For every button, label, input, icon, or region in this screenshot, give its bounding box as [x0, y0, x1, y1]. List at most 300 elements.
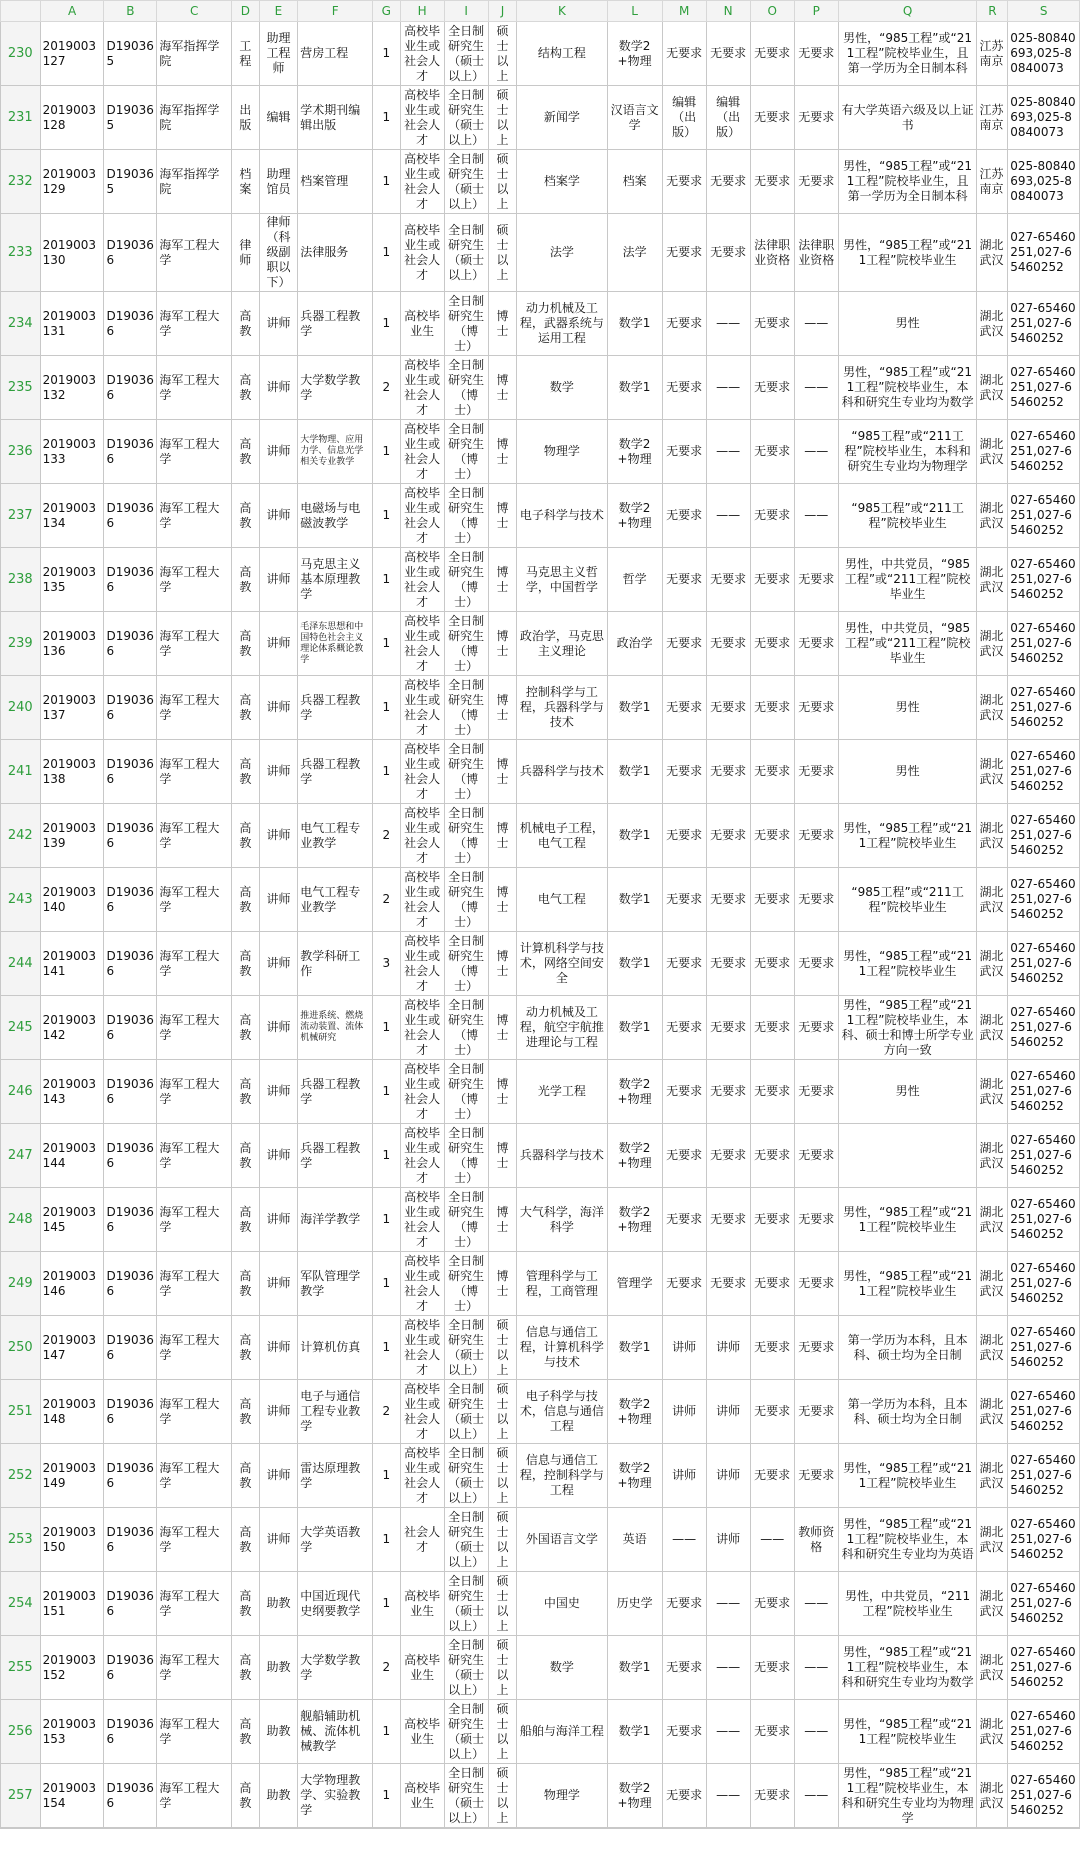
row-number-cell[interactable]: 237 [1, 484, 41, 548]
cell-headcount[interactable]: 1 [373, 214, 401, 292]
column-header[interactable]: K [517, 1, 607, 22]
cell-work-content[interactable]: 马克思主义基本原理教学 [298, 548, 373, 612]
cell-applicant-source[interactable]: 高校毕业生 [400, 292, 444, 356]
cell-education[interactable]: 全日制研究生（博士） [444, 420, 488, 484]
cell-job-title[interactable]: 助教 [259, 1636, 298, 1700]
cell-exam-subject[interactable]: 法学 [607, 214, 662, 292]
cell-job-title[interactable]: 讲师 [259, 1124, 298, 1188]
cell-req-o[interactable]: 无要求 [750, 548, 794, 612]
cell-headcount[interactable]: 1 [373, 740, 401, 804]
cell-category[interactable]: 高教 [232, 1124, 260, 1188]
cell-degree[interactable]: 博士 [488, 1188, 517, 1252]
cell-degree[interactable]: 硕士以上 [488, 1764, 517, 1828]
cell-education[interactable]: 全日制研究生（硕士以上） [444, 1764, 488, 1828]
column-header[interactable]: J [488, 1, 517, 22]
cell-education[interactable]: 全日制研究生（博士） [444, 484, 488, 548]
cell-req-n[interactable]: —— [706, 356, 750, 420]
cell-unit-code[interactable]: D190365 [104, 86, 157, 150]
row-number-cell[interactable]: 242 [1, 804, 41, 868]
cell-exam-subject[interactable]: 数学2+物理 [607, 1444, 662, 1508]
cell-degree[interactable]: 硕士以上 [488, 22, 517, 86]
cell-unit-name[interactable]: 海军工程大学 [157, 1444, 232, 1508]
cell-unit-code[interactable]: D190366 [104, 1572, 157, 1636]
row-number-cell[interactable]: 240 [1, 676, 41, 740]
row-number-cell[interactable]: 253 [1, 1508, 41, 1572]
row-number-cell[interactable]: 255 [1, 1636, 41, 1700]
cell-work-content[interactable]: 海洋学教学 [298, 1188, 373, 1252]
cell-major[interactable]: 光学工程 [517, 1060, 607, 1124]
cell-applicant-source[interactable]: 高校毕业生或社会人才 [400, 484, 444, 548]
cell-req-n[interactable]: —— [706, 484, 750, 548]
row-number-cell[interactable]: 251 [1, 1380, 41, 1444]
cell-req-n[interactable]: 无要求 [706, 612, 750, 676]
cell-job-title[interactable]: 讲师 [259, 548, 298, 612]
cell-work-content[interactable]: 学术期刊编辑出版 [298, 86, 373, 150]
cell-exam-subject[interactable]: 数学1 [607, 1636, 662, 1700]
cell-work-content[interactable]: 大学数学教学 [298, 356, 373, 420]
cell-phone[interactable]: 027-65460251,027-65460252 [1008, 214, 1080, 292]
cell-work-content[interactable]: 兵器工程教学 [298, 676, 373, 740]
cell-position-id[interactable]: 2019003128 [40, 86, 104, 150]
cell-phone[interactable]: 027-65460251,027-65460252 [1008, 548, 1080, 612]
cell-remarks[interactable]: 男性，中共党员，“985工程”或“211工程”院校毕业生 [838, 612, 977, 676]
cell-work-content[interactable]: 法律服务 [298, 214, 373, 292]
cell-headcount[interactable]: 2 [373, 1380, 401, 1444]
cell-location[interactable]: 湖北武汉 [977, 1124, 1008, 1188]
cell-location[interactable]: 湖北武汉 [977, 612, 1008, 676]
cell-unit-code[interactable]: D190366 [104, 1380, 157, 1444]
column-header[interactable]: G [373, 1, 401, 22]
cell-location[interactable]: 湖北武汉 [977, 214, 1008, 292]
cell-position-id[interactable]: 2019003149 [40, 1444, 104, 1508]
cell-req-m[interactable]: 无要求 [662, 292, 706, 356]
cell-major[interactable]: 外国语言文学 [517, 1508, 607, 1572]
cell-degree[interactable]: 硕士以上 [488, 1636, 517, 1700]
cell-work-content[interactable]: 大学数学教学 [298, 1636, 373, 1700]
cell-position-id[interactable]: 2019003127 [40, 22, 104, 86]
cell-req-o[interactable]: 无要求 [750, 868, 794, 932]
cell-phone[interactable]: 027-65460251,027-65460252 [1008, 868, 1080, 932]
cell-job-title[interactable]: 讲师 [259, 612, 298, 676]
cell-degree[interactable]: 博士 [488, 996, 517, 1060]
cell-req-p[interactable]: 无要求 [794, 22, 838, 86]
cell-unit-code[interactable]: D190366 [104, 292, 157, 356]
cell-location[interactable]: 湖北武汉 [977, 1380, 1008, 1444]
cell-unit-name[interactable]: 海军工程大学 [157, 420, 232, 484]
cell-position-id[interactable]: 2019003138 [40, 740, 104, 804]
cell-work-content[interactable]: 电磁场与电磁波教学 [298, 484, 373, 548]
cell-education[interactable]: 全日制研究生（博士） [444, 356, 488, 420]
cell-req-p[interactable]: 法律职业资格 [794, 214, 838, 292]
cell-education[interactable]: 全日制研究生（硕士以上） [444, 22, 488, 86]
cell-req-m[interactable]: 无要求 [662, 420, 706, 484]
cell-major[interactable]: 数学 [517, 1636, 607, 1700]
column-header[interactable]: B [104, 1, 157, 22]
cell-remarks[interactable]: “985工程”或“211工程”院校毕业生 [838, 868, 977, 932]
cell-remarks[interactable]: 第一学历为本科，且本科、硕士均为全日制 [838, 1316, 977, 1380]
cell-req-m[interactable]: 无要求 [662, 548, 706, 612]
cell-req-o[interactable]: 无要求 [750, 1060, 794, 1124]
cell-unit-name[interactable]: 海军工程大学 [157, 804, 232, 868]
cell-req-m[interactable]: 无要求 [662, 22, 706, 86]
cell-req-o[interactable]: 无要求 [750, 1764, 794, 1828]
cell-unit-name[interactable]: 海军工程大学 [157, 1508, 232, 1572]
cell-category[interactable]: 高教 [232, 1380, 260, 1444]
cell-phone[interactable]: 027-65460251,027-65460252 [1008, 1124, 1080, 1188]
cell-exam-subject[interactable]: 数学2+物理 [607, 420, 662, 484]
cell-req-n[interactable]: 讲师 [706, 1508, 750, 1572]
cell-applicant-source[interactable]: 高校毕业生或社会人才 [400, 214, 444, 292]
cell-category[interactable]: 高教 [232, 1636, 260, 1700]
cell-unit-code[interactable]: D190366 [104, 1764, 157, 1828]
cell-applicant-source[interactable]: 高校毕业生 [400, 1700, 444, 1764]
cell-headcount[interactable]: 2 [373, 1636, 401, 1700]
cell-unit-name[interactable]: 海军工程大学 [157, 1572, 232, 1636]
cell-req-o[interactable]: 无要求 [750, 150, 794, 214]
cell-req-p[interactable]: —— [794, 420, 838, 484]
column-header[interactable]: E [259, 1, 298, 22]
cell-unit-code[interactable]: D190366 [104, 932, 157, 996]
cell-major[interactable]: 管理科学与工程，工商管理 [517, 1252, 607, 1316]
cell-headcount[interactable]: 1 [373, 1508, 401, 1572]
cell-degree[interactable]: 博士 [488, 612, 517, 676]
cell-work-content[interactable]: 兵器工程教学 [298, 1124, 373, 1188]
cell-degree[interactable]: 硕士以上 [488, 214, 517, 292]
cell-req-m[interactable]: 无要求 [662, 1764, 706, 1828]
cell-education[interactable]: 全日制研究生（硕士以上） [444, 86, 488, 150]
row-number-cell[interactable]: 256 [1, 1700, 41, 1764]
cell-unit-name[interactable]: 海军工程大学 [157, 676, 232, 740]
cell-position-id[interactable]: 2019003151 [40, 1572, 104, 1636]
cell-location[interactable]: 湖北武汉 [977, 548, 1008, 612]
cell-education[interactable]: 全日制研究生（博士） [444, 740, 488, 804]
cell-headcount[interactable]: 1 [373, 150, 401, 214]
cell-exam-subject[interactable]: 管理学 [607, 1252, 662, 1316]
cell-unit-name[interactable]: 海军工程大学 [157, 612, 232, 676]
cell-unit-name[interactable]: 海军工程大学 [157, 996, 232, 1060]
cell-degree[interactable]: 博士 [488, 804, 517, 868]
cell-degree[interactable]: 硕士以上 [488, 1572, 517, 1636]
row-number-cell[interactable]: 236 [1, 420, 41, 484]
cell-applicant-source[interactable]: 高校毕业生或社会人才 [400, 1380, 444, 1444]
cell-exam-subject[interactable]: 数学1 [607, 740, 662, 804]
cell-major[interactable]: 马克思主义哲学，中国哲学 [517, 548, 607, 612]
cell-education[interactable]: 全日制研究生（博士） [444, 868, 488, 932]
cell-headcount[interactable]: 1 [373, 1700, 401, 1764]
cell-unit-code[interactable]: D190366 [104, 420, 157, 484]
cell-unit-name[interactable]: 海军工程大学 [157, 1316, 232, 1380]
cell-major[interactable]: 动力机械及工程，航空宇航推进理论与工程 [517, 996, 607, 1060]
cell-job-title[interactable]: 助教 [259, 1572, 298, 1636]
cell-applicant-source[interactable]: 高校毕业生或社会人才 [400, 548, 444, 612]
cell-req-n[interactable]: 无要求 [706, 1124, 750, 1188]
cell-location[interactable]: 湖北武汉 [977, 484, 1008, 548]
cell-remarks[interactable]: 男性，“985工程”或“211工程”院校毕业生，本科和研究生专业均为物理学 [838, 1764, 977, 1828]
cell-major[interactable]: 法学 [517, 214, 607, 292]
cell-req-o[interactable]: 无要求 [750, 676, 794, 740]
cell-major[interactable]: 政治学，马克思主义理论 [517, 612, 607, 676]
cell-degree[interactable]: 博士 [488, 740, 517, 804]
cell-phone[interactable]: 027-65460251,027-65460252 [1008, 1188, 1080, 1252]
cell-phone[interactable]: 027-65460251,027-65460252 [1008, 1252, 1080, 1316]
cell-req-o[interactable]: 无要求 [750, 292, 794, 356]
column-header[interactable]: H [400, 1, 444, 22]
cell-position-id[interactable]: 2019003146 [40, 1252, 104, 1316]
cell-job-title[interactable]: 助理工程师 [259, 22, 298, 86]
cell-req-p[interactable]: 无要求 [794, 1252, 838, 1316]
cell-category[interactable]: 高教 [232, 676, 260, 740]
cell-job-title[interactable]: 讲师 [259, 420, 298, 484]
row-number-cell[interactable]: 248 [1, 1188, 41, 1252]
cell-education[interactable]: 全日制研究生（博士） [444, 996, 488, 1060]
cell-job-title[interactable]: 讲师 [259, 1060, 298, 1124]
cell-job-title[interactable]: 讲师 [259, 676, 298, 740]
cell-unit-code[interactable]: D190366 [104, 214, 157, 292]
cell-exam-subject[interactable]: 数学1 [607, 676, 662, 740]
cell-req-o[interactable]: 无要求 [750, 996, 794, 1060]
cell-exam-subject[interactable]: 数学1 [607, 1700, 662, 1764]
cell-req-p[interactable]: —— [794, 1636, 838, 1700]
cell-unit-code[interactable]: D190366 [104, 996, 157, 1060]
cell-position-id[interactable]: 2019003153 [40, 1700, 104, 1764]
cell-unit-name[interactable]: 海军指挥学院 [157, 22, 232, 86]
cell-req-p[interactable]: 无要求 [794, 150, 838, 214]
cell-job-title[interactable]: 助教 [259, 1700, 298, 1764]
cell-headcount[interactable]: 1 [373, 292, 401, 356]
cell-position-id[interactable]: 2019003154 [40, 1764, 104, 1828]
cell-exam-subject[interactable]: 汉语言文学 [607, 86, 662, 150]
cell-unit-name[interactable]: 海军工程大学 [157, 932, 232, 996]
cell-req-n[interactable]: 无要求 [706, 740, 750, 804]
cell-remarks[interactable]: 男性，“985工程”或“211工程”院校毕业生 [838, 214, 977, 292]
cell-headcount[interactable]: 1 [373, 1060, 401, 1124]
row-number-cell[interactable]: 245 [1, 996, 41, 1060]
cell-req-n[interactable]: 无要求 [706, 868, 750, 932]
cell-exam-subject[interactable]: 数学2+物理 [607, 1380, 662, 1444]
cell-degree[interactable]: 博士 [488, 548, 517, 612]
cell-headcount[interactable]: 1 [373, 612, 401, 676]
cell-major[interactable]: 大气科学，海洋科学 [517, 1188, 607, 1252]
cell-category[interactable]: 高教 [232, 548, 260, 612]
cell-exam-subject[interactable]: 数学1 [607, 1316, 662, 1380]
cell-phone[interactable]: 027-65460251,027-65460252 [1008, 1444, 1080, 1508]
cell-phone[interactable]: 027-65460251,027-65460252 [1008, 740, 1080, 804]
cell-headcount[interactable]: 1 [373, 1316, 401, 1380]
cell-degree[interactable]: 博士 [488, 868, 517, 932]
row-number-cell[interactable]: 234 [1, 292, 41, 356]
cell-req-p[interactable]: 无要求 [794, 804, 838, 868]
cell-unit-name[interactable]: 海军工程大学 [157, 1636, 232, 1700]
cell-work-content[interactable]: 电气工程专业教学 [298, 868, 373, 932]
cell-unit-code[interactable]: D190366 [104, 740, 157, 804]
cell-location[interactable]: 江苏南京 [977, 86, 1008, 150]
cell-exam-subject[interactable]: 数学1 [607, 356, 662, 420]
cell-headcount[interactable]: 1 [373, 22, 401, 86]
cell-location[interactable]: 湖北武汉 [977, 1316, 1008, 1380]
cell-req-n[interactable]: —— [706, 420, 750, 484]
column-header[interactable]: N [706, 1, 750, 22]
cell-applicant-source[interactable]: 高校毕业生 [400, 1572, 444, 1636]
cell-education[interactable]: 全日制研究生（博士） [444, 1060, 488, 1124]
cell-education[interactable]: 全日制研究生（博士） [444, 676, 488, 740]
cell-location[interactable]: 湖北武汉 [977, 1700, 1008, 1764]
cell-unit-code[interactable]: D190366 [104, 1444, 157, 1508]
cell-phone[interactable]: 027-65460251,027-65460252 [1008, 1316, 1080, 1380]
cell-req-o[interactable]: 无要求 [750, 1316, 794, 1380]
cell-unit-code[interactable]: D190365 [104, 150, 157, 214]
cell-req-p[interactable]: 教师资格 [794, 1508, 838, 1572]
cell-degree[interactable]: 博士 [488, 292, 517, 356]
row-number-cell[interactable]: 230 [1, 22, 41, 86]
cell-position-id[interactable]: 2019003129 [40, 150, 104, 214]
cell-req-n[interactable]: 无要求 [706, 1060, 750, 1124]
cell-applicant-source[interactable]: 高校毕业生或社会人才 [400, 676, 444, 740]
row-number-cell[interactable]: 241 [1, 740, 41, 804]
cell-major[interactable]: 信息与通信工程，控制科学与工程 [517, 1444, 607, 1508]
cell-location[interactable]: 湖北武汉 [977, 1060, 1008, 1124]
cell-req-m[interactable]: 无要求 [662, 868, 706, 932]
cell-req-p[interactable]: 无要求 [794, 1380, 838, 1444]
column-header[interactable]: C [157, 1, 232, 22]
cell-category[interactable]: 高教 [232, 1060, 260, 1124]
cell-req-n[interactable]: 无要求 [706, 996, 750, 1060]
cell-unit-name[interactable]: 海军工程大学 [157, 1380, 232, 1444]
cell-degree[interactable]: 硕士以上 [488, 86, 517, 150]
cell-phone[interactable]: 027-65460251,027-65460252 [1008, 484, 1080, 548]
cell-remarks[interactable]: 男性，“985工程”或“211工程”院校毕业生 [838, 932, 977, 996]
cell-req-n[interactable]: —— [706, 1764, 750, 1828]
cell-req-n[interactable]: 无要求 [706, 804, 750, 868]
cell-req-n[interactable]: —— [706, 1700, 750, 1764]
cell-exam-subject[interactable]: 政治学 [607, 612, 662, 676]
cell-req-o[interactable]: 无要求 [750, 740, 794, 804]
cell-exam-subject[interactable]: 档案 [607, 150, 662, 214]
cell-headcount[interactable]: 1 [373, 548, 401, 612]
cell-work-content[interactable]: 兵器工程教学 [298, 1060, 373, 1124]
cell-unit-code[interactable]: D190366 [104, 612, 157, 676]
cell-location[interactable]: 湖北武汉 [977, 1508, 1008, 1572]
cell-remarks[interactable]: 男性，“985工程”或“211工程”院校毕业生，本科和研究生专业均为数学 [838, 1636, 977, 1700]
cell-degree[interactable]: 博士 [488, 356, 517, 420]
cell-req-n[interactable]: 无要求 [706, 676, 750, 740]
row-number-cell[interactable]: 232 [1, 150, 41, 214]
cell-job-title[interactable]: 讲师 [259, 292, 298, 356]
cell-phone[interactable]: 027-65460251,027-65460252 [1008, 1508, 1080, 1572]
cell-category[interactable]: 高教 [232, 612, 260, 676]
cell-job-title[interactable]: 讲师 [259, 484, 298, 548]
cell-unit-name[interactable]: 海军工程大学 [157, 1700, 232, 1764]
cell-req-n[interactable]: —— [706, 1572, 750, 1636]
cell-work-content[interactable]: 舰船辅助机械、流体机械教学 [298, 1700, 373, 1764]
cell-req-m[interactable]: 无要求 [662, 150, 706, 214]
column-header[interactable]: A [40, 1, 104, 22]
cell-applicant-source[interactable]: 高校毕业生或社会人才 [400, 150, 444, 214]
cell-headcount[interactable]: 1 [373, 1188, 401, 1252]
cell-applicant-source[interactable]: 高校毕业生或社会人才 [400, 1188, 444, 1252]
cell-position-id[interactable]: 2019003139 [40, 804, 104, 868]
column-header[interactable]: O [750, 1, 794, 22]
cell-unit-code[interactable]: D190366 [104, 804, 157, 868]
cell-req-o[interactable]: 无要求 [750, 1700, 794, 1764]
cell-location[interactable]: 湖北武汉 [977, 356, 1008, 420]
cell-position-id[interactable]: 2019003143 [40, 1060, 104, 1124]
cell-work-content[interactable]: 计算机仿真 [298, 1316, 373, 1380]
row-number-cell[interactable]: 235 [1, 356, 41, 420]
cell-major[interactable]: 电气工程 [517, 868, 607, 932]
cell-exam-subject[interactable]: 数学2+物理 [607, 1124, 662, 1188]
cell-exam-subject[interactable]: 数学2+物理 [607, 22, 662, 86]
cell-req-p[interactable]: 无要求 [794, 740, 838, 804]
cell-position-id[interactable]: 2019003132 [40, 356, 104, 420]
cell-applicant-source[interactable]: 高校毕业生或社会人才 [400, 86, 444, 150]
cell-req-n[interactable]: 无要求 [706, 932, 750, 996]
cell-degree[interactable]: 博士 [488, 1124, 517, 1188]
cell-education[interactable]: 全日制研究生（硕士以上） [444, 1380, 488, 1444]
cell-category[interactable]: 高教 [232, 932, 260, 996]
cell-req-m[interactable]: 讲师 [662, 1380, 706, 1444]
cell-education[interactable]: 全日制研究生（硕士以上） [444, 1508, 488, 1572]
cell-exam-subject[interactable]: 数学1 [607, 292, 662, 356]
cell-major[interactable]: 机械电子工程，电气工程 [517, 804, 607, 868]
cell-headcount[interactable]: 1 [373, 1124, 401, 1188]
cell-req-n[interactable]: 无要求 [706, 548, 750, 612]
cell-phone[interactable]: 027-65460251,027-65460252 [1008, 1700, 1080, 1764]
cell-req-m[interactable]: 无要求 [662, 356, 706, 420]
cell-work-content[interactable]: 档案管理 [298, 150, 373, 214]
cell-remarks[interactable]: 第一学历为本科，且本科、硕士均为全日制 [838, 1380, 977, 1444]
column-header[interactable]: I [444, 1, 488, 22]
cell-unit-name[interactable]: 海军工程大学 [157, 214, 232, 292]
cell-location[interactable]: 湖北武汉 [977, 292, 1008, 356]
cell-req-n[interactable]: 无要求 [706, 150, 750, 214]
cell-major[interactable]: 档案学 [517, 150, 607, 214]
cell-exam-subject[interactable]: 数学2+物理 [607, 1764, 662, 1828]
cell-req-p[interactable]: —— [794, 484, 838, 548]
cell-location[interactable]: 湖北武汉 [977, 420, 1008, 484]
cell-unit-code[interactable]: D190366 [104, 1636, 157, 1700]
column-header[interactable]: F [298, 1, 373, 22]
cell-remarks[interactable]: “985工程”或“211工程”院校毕业生 [838, 484, 977, 548]
cell-req-p[interactable]: 无要求 [794, 676, 838, 740]
cell-education[interactable]: 全日制研究生（博士） [444, 1188, 488, 1252]
cell-position-id[interactable]: 2019003133 [40, 420, 104, 484]
cell-applicant-source[interactable]: 高校毕业生或社会人才 [400, 612, 444, 676]
cell-req-o[interactable]: —— [750, 1508, 794, 1572]
cell-location[interactable]: 江苏南京 [977, 22, 1008, 86]
cell-unit-code[interactable]: D190365 [104, 22, 157, 86]
cell-unit-code[interactable]: D190366 [104, 1252, 157, 1316]
cell-job-title[interactable]: 讲师 [259, 1380, 298, 1444]
cell-exam-subject[interactable]: 数学2+物理 [607, 1188, 662, 1252]
cell-category[interactable]: 高教 [232, 1700, 260, 1764]
cell-unit-code[interactable]: D190366 [104, 356, 157, 420]
cell-location[interactable]: 湖北武汉 [977, 1636, 1008, 1700]
cell-unit-name[interactable]: 海军工程大学 [157, 356, 232, 420]
cell-category[interactable]: 工程 [232, 22, 260, 86]
cell-position-id[interactable]: 2019003130 [40, 214, 104, 292]
cell-position-id[interactable]: 2019003150 [40, 1508, 104, 1572]
cell-req-m[interactable]: 无要求 [662, 214, 706, 292]
cell-req-o[interactable]: 法律职业资格 [750, 214, 794, 292]
cell-position-id[interactable]: 2019003148 [40, 1380, 104, 1444]
cell-applicant-source[interactable]: 高校毕业生或社会人才 [400, 356, 444, 420]
row-number-cell[interactable]: 252 [1, 1444, 41, 1508]
cell-job-title[interactable]: 讲师 [259, 1252, 298, 1316]
cell-req-m[interactable]: 编辑（出版） [662, 86, 706, 150]
cell-work-content[interactable]: 电子与通信工程专业教学 [298, 1380, 373, 1444]
cell-location[interactable]: 湖北武汉 [977, 868, 1008, 932]
cell-major[interactable]: 船舶与海洋工程 [517, 1700, 607, 1764]
